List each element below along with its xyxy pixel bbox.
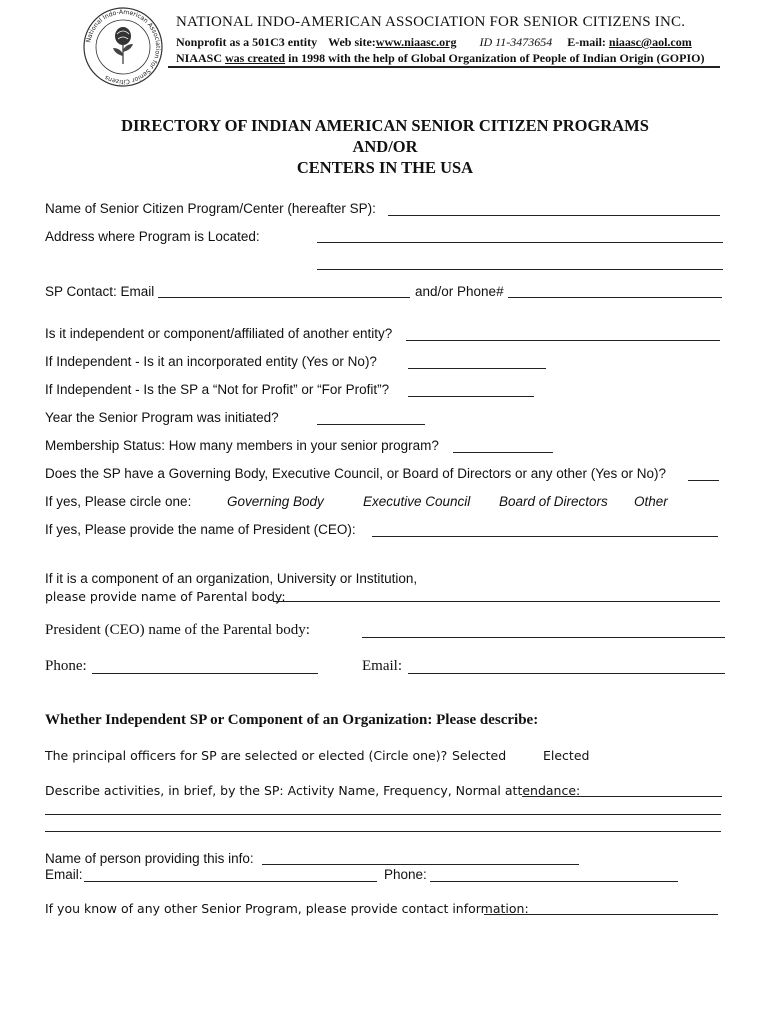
activities-field-line3[interactable] [45, 831, 721, 832]
creation-note [176, 51, 704, 66]
other-program-field[interactable] [484, 914, 718, 915]
website-label: Web site: [328, 35, 376, 49]
officers-question: The principal officers for SP are selected or elected (Circle one)? [45, 748, 448, 763]
contact-email-field[interactable] [158, 297, 410, 298]
parental-president-field[interactable] [362, 637, 725, 638]
created-suffix: in 1998 with the help of Global Organization of People of Indian Origin (GOPIO) [288, 51, 705, 65]
governing-question: Does the SP have a Governing Body, Executive Council, or Board of Directors or any other (Yes or No)? [45, 466, 667, 481]
parental-body-field[interactable] [273, 601, 720, 602]
membership-question: Membership Status: How many members in your senior program? [45, 438, 439, 453]
address-field-line2[interactable] [317, 269, 723, 270]
year-question: Year the Senior Program was initiated? [45, 410, 279, 425]
president-question: If yes, Please provide the name of President (CEO): [45, 522, 356, 537]
program-name-field[interactable] [388, 215, 720, 216]
parental-body-label: please provide name of Parental body: [45, 589, 286, 604]
describe-heading: Whether Independent SP or Component of an Organization: Please describe: [45, 712, 539, 728]
person-name-label: Name of person providing this info: [45, 851, 254, 866]
tax-id: ID 11-3473654 [479, 35, 553, 49]
parental-phone-label: Phone: [45, 658, 87, 674]
created-prefix: NIAASC [176, 51, 223, 65]
membership-field[interactable] [453, 452, 553, 453]
person-email-label: Email: [45, 867, 83, 882]
document-title-line3: CENTERS IN THE USA [296, 158, 474, 177]
org-details-line [176, 35, 692, 50]
year-field[interactable] [317, 424, 425, 425]
website-link[interactable]: www.niaasc.org [375, 35, 457, 49]
independent-field[interactable] [406, 340, 720, 341]
activities-question: Describe activities, in brief, by the SP: Activity Name, Frequency, Normal attendance: [45, 783, 581, 798]
option-elected[interactable]: Elected [543, 748, 590, 763]
address-label: Address where Program is Located: [45, 229, 260, 244]
created-underlined: was created [225, 51, 286, 65]
contact-phone-label: and/or Phone# [415, 284, 504, 299]
person-email-field[interactable] [84, 881, 377, 882]
other-program-label: If you know of any other Senior Program, please provide contact information: [45, 901, 529, 916]
profit-field[interactable] [408, 396, 534, 397]
person-phone-label: Phone: [384, 867, 427, 882]
activities-field-line2[interactable] [45, 814, 721, 815]
parental-president-label: President (CEO) name of the Parental body: [45, 622, 310, 638]
option-board-of-directors[interactable]: Board of Directors [499, 494, 608, 509]
governing-field[interactable] [688, 480, 719, 481]
org-name: NATIONAL INDO-AMERICAN ASSOCIATION FOR SENIOR CITIZENS INC. [176, 14, 686, 30]
president-field[interactable] [372, 536, 718, 537]
nonprofit-status: Nonprofit as a 501C3 entity [176, 35, 318, 49]
svg-text:National Indo-American Associa: National Indo-American Association for Senior Citizens [85, 8, 162, 86]
email-label: E-mail: [567, 35, 606, 49]
document-title-line2: AND/OR [352, 137, 418, 156]
parental-email-label: Email: [362, 658, 402, 674]
contact-email-label: SP Contact: Email [45, 284, 155, 299]
option-executive-council[interactable]: Executive Council [363, 494, 471, 509]
document-title-line1: DIRECTORY OF INDIAN AMERICAN SENIOR CITIZEN PROGRAMS [121, 116, 649, 135]
activities-field-line1[interactable] [522, 796, 722, 797]
person-phone-field[interactable] [430, 881, 678, 882]
address-field-line1[interactable] [317, 242, 723, 243]
component-question: If it is a component of an organization, University or Institution, [45, 571, 418, 586]
email-link[interactable]: niaasc@aol.com [608, 35, 692, 49]
profit-question: If Independent - Is the SP a “Not for Profit” or “For Profit”? [45, 382, 390, 397]
incorporated-question: If Independent - Is it an incorporated entity (Yes or No)? [45, 354, 377, 369]
option-other[interactable]: Other [634, 494, 668, 509]
parental-phone-field[interactable] [92, 673, 318, 674]
contact-phone-field[interactable] [508, 297, 722, 298]
incorporated-field[interactable] [408, 368, 546, 369]
association-seal-logo [82, 6, 164, 88]
option-selected[interactable]: Selected [452, 748, 507, 763]
parental-email-field[interactable] [408, 673, 725, 674]
person-name-field[interactable] [262, 864, 579, 865]
program-name-label: Name of Senior Citizen Program/Center (hereafter SP): [45, 201, 376, 216]
header-rule [168, 66, 720, 68]
independent-question: Is it independent or component/affiliated of another entity? [45, 326, 393, 341]
option-governing-body[interactable]: Governing Body [227, 494, 324, 509]
circle-one-label: If yes, Please circle one: [45, 494, 192, 509]
